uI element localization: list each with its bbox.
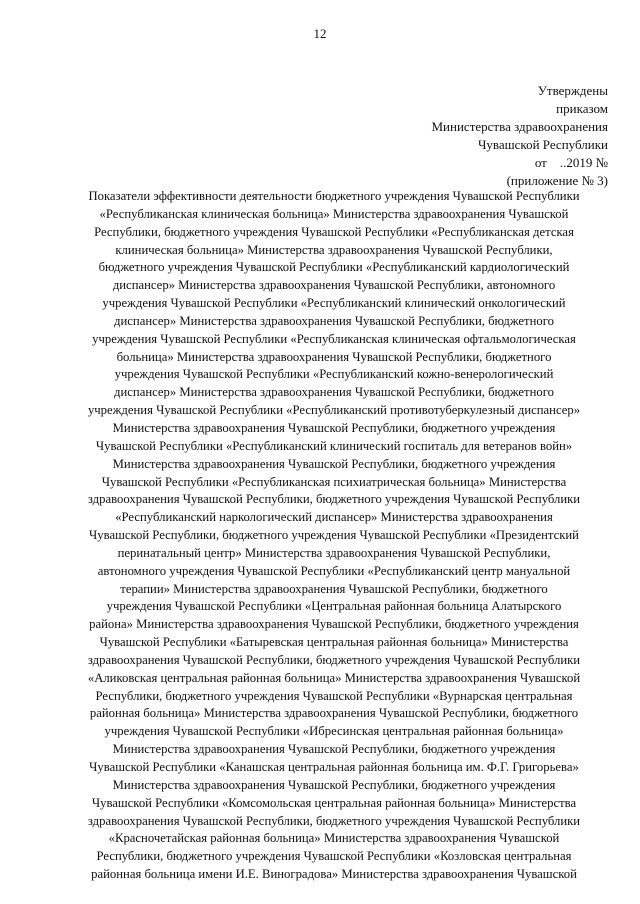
approval-line: Утверждены (537, 83, 608, 98)
text-line: «Аликовская центральная районная больница» Министерства здравоохранения Чувашской (87, 670, 581, 685)
text-line: учреждения Чувашской Республики «Республиканский противотуберкулезный диспансер» (87, 403, 581, 418)
approval-block (368, 82, 608, 190)
approval-line: (приложение № 3) (506, 173, 608, 188)
text-line: Республики, бюджетного учреждения Чувашской Республики «Республиканская детская (94, 224, 574, 239)
approval-line: Чувашской Республики (477, 137, 608, 152)
text-line: здравоохранения Чувашской Республики, бюджетного учреждения Чувашской Республики (87, 813, 581, 828)
text-line: учреждения Чувашской Республики «Республиканский клинический онкологический (102, 296, 566, 311)
text-line: Показатели эффективности деятельности бюджетного учреждения Чувашской Республики (88, 189, 580, 203)
text-line: районная больница» Министерства здравоохранения Чувашской Республики, бюджетного (89, 706, 579, 721)
text-line: Министерства здравоохранения Чувашской Республики, бюджетного учреждения (112, 456, 556, 471)
text-line: здравоохранения Чувашской Республики, бюджетного учреждения Чувашской Республики (87, 652, 581, 667)
text-line: Чувашской Республики «Республиканская психиатрическая больница» Министерства (101, 474, 567, 489)
text-line: клиническая больница» Министерства здравоохранения Чувашской Республики, (115, 242, 553, 257)
text-line: Чувашской Республики «Комсомольская центральная районная больница» Министерства (91, 795, 577, 810)
text-line: бюджетного учреждения Чувашской Республики «Республиканский кардиологический (98, 260, 570, 275)
text-line: Министерства здравоохранения Чувашской Республики, бюджетного учреждения (112, 420, 556, 435)
text-line: диспансер» Министерства здравоохранения Чувашской Республики, бюджетного (114, 313, 554, 328)
text-line: учреждения Чувашской Республики «Ибресинская центральная районная больница» (104, 724, 564, 739)
page-number: 12 (313, 26, 327, 41)
text-line: Чувашской Республики «Канашская центральная районная больница им. Ф.Г. Григорьева» (89, 760, 579, 774)
text-line: диспансер» Министерства здравоохранения Чувашской Республики, автономного (112, 278, 556, 293)
document-title-text (58, 188, 610, 884)
text-line: больница» Министерства здравоохранения Чувашской Республики, бюджетного (116, 349, 552, 364)
text-line: Республики, бюджетного учреждения Чувашской Республики «Козловская центральная (96, 849, 572, 864)
text-line: Министерства здравоохранения Чувашской Республики, бюджетного учреждения (112, 777, 556, 792)
text-line: Чувашской Республики «Батыревская центральная районная больница» Министерства (99, 635, 569, 650)
text-line: Чувашской Республики, бюджетного учреждения Чувашской Республики «Президентский (89, 528, 579, 543)
text-line: терапии» Министерства здравоохранения Чувашской Республики, бюджетного (120, 581, 548, 596)
text-line: районная больница имени И.Е. Виноградова» Министерства здравоохранения Чувашской (91, 867, 577, 882)
text-line: учреждения Чувашской Республики «Республиканский кожно-венерологический (114, 367, 554, 382)
text-line: диспансер» Министерства здравоохранения Чувашской Республики, бюджетного (114, 385, 554, 400)
approval-line: от ..2019 № (534, 155, 608, 170)
text-line: здравоохранения Чувашской Республики, бюджетного учреждения Чувашской Республики (87, 492, 581, 507)
text-line: «Красночетайская районная больница» Министерства здравоохранения Чувашской (108, 831, 560, 846)
approval-line: приказом (556, 101, 608, 116)
text-line: автономного учреждения Чувашской Республики «Республиканский центр мануальной (97, 563, 571, 578)
text-line: района» Министерства здравоохранения Чувашской Республики, бюджетного учреждения (89, 617, 579, 632)
text-line: учреждения Чувашской Республики «Центральная районная больница Алатырского (106, 599, 562, 614)
text-line: «Республиканская клиническая больница» Министерства здравоохранения Чувашской (99, 206, 569, 221)
text-line: перинатальный центр» Министерства здравоохранения Чувашской Республики, (117, 545, 551, 560)
text-line: учреждения Чувашской Республики «Республиканская клиническая офтальмологическая (92, 331, 576, 346)
text-line: Республики, бюджетного учреждения Чувашской Республики «Вурнарская центральная (95, 688, 573, 703)
text-line: «Республиканский наркологический диспансер» Министерства здравоохранения (115, 510, 553, 525)
text-line: Чувашской Республики «Республиканский клинический госпиталь для ветеранов войн» (95, 438, 573, 453)
text-line: Министерства здравоохранения Чувашской Республики, бюджетного учреждения (112, 742, 556, 757)
approval-line: Министерства здравоохранения (431, 119, 608, 134)
